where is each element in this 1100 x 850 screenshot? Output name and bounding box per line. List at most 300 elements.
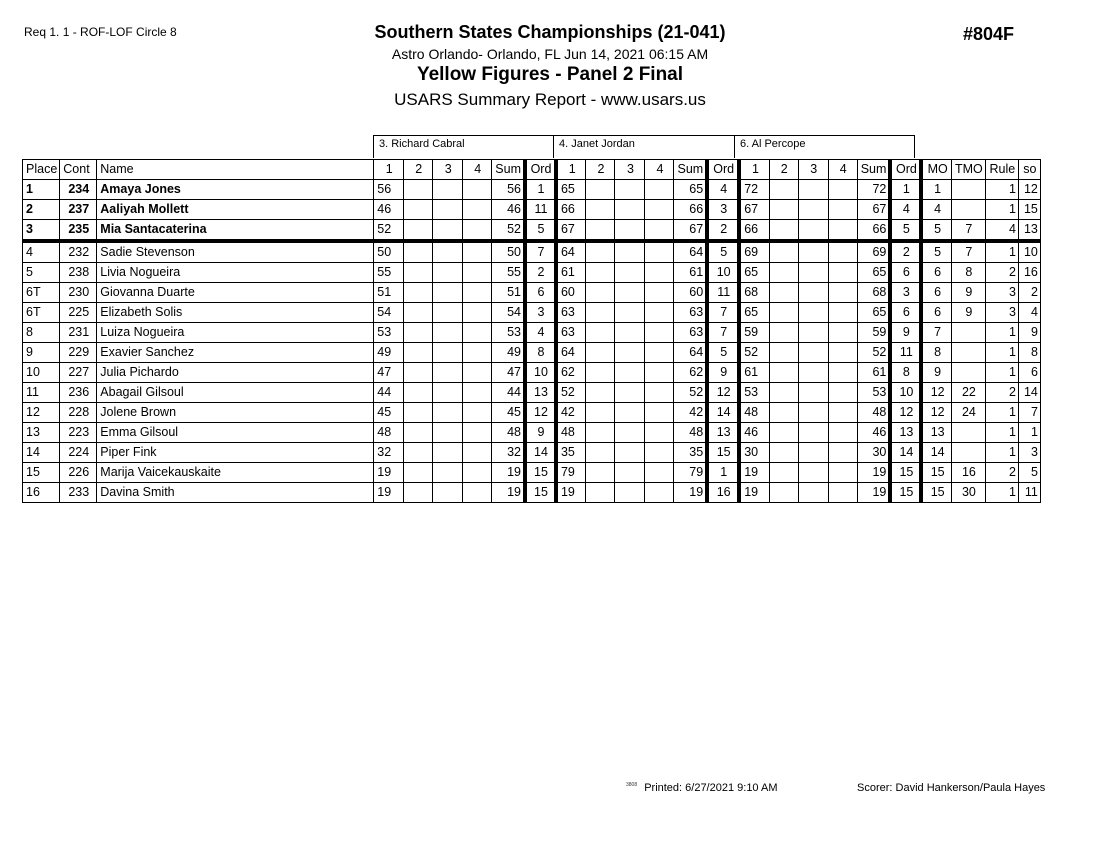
tmo-cell: 9 — [951, 303, 985, 323]
ordinal-cell: 6 — [525, 283, 556, 303]
score-3-cell — [615, 483, 645, 503]
mo-cell: 12 — [921, 383, 951, 403]
ordinal-cell: 10 — [707, 263, 739, 283]
score-3-cell — [433, 483, 463, 503]
mo-cell: 5 — [921, 241, 951, 263]
sum-cell: 67 — [674, 220, 707, 242]
sum-cell: 47 — [492, 363, 525, 383]
ordinal-cell: 2 — [707, 220, 739, 242]
so-cell: 10 — [1018, 241, 1040, 263]
score-2-cell — [404, 483, 433, 503]
score-1-cell: 67 — [739, 200, 769, 220]
score-4-cell — [463, 283, 492, 303]
score-2-cell — [769, 263, 798, 283]
sum-cell: 50 — [492, 241, 525, 263]
score-4-cell — [463, 200, 492, 220]
sum-cell: 79 — [674, 463, 707, 483]
score-3-cell — [433, 343, 463, 363]
scorer-info: Scorer: David Hankerson/Paula Hayes — [857, 782, 1046, 794]
score-4-cell — [463, 463, 492, 483]
sum-cell: 62 — [674, 363, 707, 383]
place-cell: 12 — [23, 403, 60, 423]
score-4-cell — [645, 483, 674, 503]
tmo-cell: 7 — [951, 220, 985, 242]
sum-cell: 63 — [674, 303, 707, 323]
score-3-cell — [798, 263, 828, 283]
sum-cell: 48 — [492, 423, 525, 443]
score-1-cell: 53 — [374, 323, 404, 343]
place-cell: 5 — [23, 263, 60, 283]
name-cell: Aaliyah Mollett — [97, 200, 374, 220]
mo-cell: 13 — [921, 423, 951, 443]
mo-cell: 6 — [921, 283, 951, 303]
sum-cell: 52 — [674, 383, 707, 403]
ordinal-cell: 10 — [525, 363, 556, 383]
score-1-cell: 19 — [739, 483, 769, 503]
sum-cell: 52 — [492, 220, 525, 242]
score-3-cell — [798, 220, 828, 242]
sum-cell: 61 — [674, 263, 707, 283]
printed-timestamp: Printed: 6/27/2021 9:10 AM — [644, 782, 778, 794]
sum-cell: 19 — [674, 483, 707, 503]
ordinal-cell: 13 — [890, 423, 921, 443]
score-1-cell: 56 — [374, 180, 404, 200]
place-cell: 6T — [23, 283, 60, 303]
judge-header-2: 4. Janet Jordan — [553, 135, 735, 158]
score-4-cell — [645, 423, 674, 443]
score-4-cell — [645, 403, 674, 423]
ordinal-cell: 9 — [890, 323, 921, 343]
ordinal-cell: 9 — [525, 423, 556, 443]
sum-cell: 61 — [857, 363, 890, 383]
ordinal-cell: 14 — [525, 443, 556, 463]
score-3-cell — [433, 323, 463, 343]
score-2-cell — [769, 323, 798, 343]
score-4-cell — [645, 363, 674, 383]
ordinal-cell: 4 — [707, 180, 739, 200]
score-2-cell — [404, 403, 433, 423]
so-cell: 4 — [1018, 303, 1040, 323]
sum-cell: 30 — [857, 443, 890, 463]
mo-cell: 15 — [921, 463, 951, 483]
score-1-cell: 48 — [739, 403, 769, 423]
ordinal-cell: 3 — [707, 200, 739, 220]
ordinal-cell: 9 — [707, 363, 739, 383]
score-2-cell — [586, 180, 615, 200]
score-1-cell: 52 — [374, 220, 404, 242]
score-2-cell — [586, 403, 615, 423]
rule-cell: 3 — [985, 283, 1018, 303]
tmo-cell — [951, 200, 985, 220]
score-2-cell — [769, 443, 798, 463]
score-4-cell — [463, 303, 492, 323]
table-row — [23, 443, 1041, 463]
place-cell: 3 — [23, 220, 60, 242]
event-name: Yellow Figures - Panel 2 Final — [416, 64, 684, 85]
tmo-cell: 8 — [951, 263, 985, 283]
rule-cell: 3 — [985, 303, 1018, 323]
place-cell: 11 — [23, 383, 60, 403]
score-4-cell — [645, 383, 674, 403]
score-2-cell — [769, 383, 798, 403]
score-1-cell: 54 — [374, 303, 404, 323]
score-1-cell: 30 — [739, 443, 769, 463]
col-j1-ord: Ord — [525, 160, 556, 180]
mo-cell: 6 — [921, 303, 951, 323]
score-3-cell — [798, 200, 828, 220]
ordinal-cell: 12 — [707, 383, 739, 403]
name-cell: Piper Fink — [97, 443, 374, 463]
score-3-cell — [798, 343, 828, 363]
score-3-cell — [433, 241, 463, 263]
col-so: so — [1018, 160, 1040, 180]
ordinal-cell: 1 — [707, 463, 739, 483]
score-4-cell — [463, 323, 492, 343]
event-number: #804F — [963, 24, 1015, 44]
table-row — [23, 180, 1041, 200]
ordinal-cell: 11 — [525, 200, 556, 220]
cont-cell: 235 — [60, 220, 97, 242]
score-3-cell — [798, 180, 828, 200]
col-name: Name — [97, 160, 374, 180]
sum-cell: 53 — [857, 383, 890, 403]
score-4-cell — [645, 283, 674, 303]
so-cell: 12 — [1018, 180, 1040, 200]
ordinal-cell: 3 — [525, 303, 556, 323]
score-2-cell — [404, 263, 433, 283]
score-3-cell — [798, 443, 828, 463]
ordinal-cell: 4 — [525, 323, 556, 343]
sum-cell: 46 — [857, 423, 890, 443]
score-1-cell: 66 — [556, 200, 586, 220]
col-j2-sum: Sum — [674, 160, 707, 180]
ordinal-cell: 7 — [707, 303, 739, 323]
score-2-cell — [769, 241, 798, 263]
mo-cell: 6 — [921, 263, 951, 283]
ordinal-cell: 8 — [525, 343, 556, 363]
sum-cell: 48 — [857, 403, 890, 423]
print-code: 3808 — [626, 782, 638, 788]
score-4-cell — [828, 283, 857, 303]
name-cell: Giovanna Duarte — [97, 283, 374, 303]
score-2-cell — [769, 363, 798, 383]
score-2-cell — [586, 241, 615, 263]
so-cell: 3 — [1018, 443, 1040, 463]
place-cell: 2 — [23, 200, 60, 220]
score-1-cell: 46 — [374, 200, 404, 220]
ordinal-cell: 4 — [890, 200, 921, 220]
rule-cell: 1 — [985, 180, 1018, 200]
score-3-cell — [433, 180, 463, 200]
score-4-cell — [828, 220, 857, 242]
score-3-cell — [433, 383, 463, 403]
sum-cell: 45 — [492, 403, 525, 423]
ordinal-cell: 1 — [525, 180, 556, 200]
table-row — [23, 343, 1041, 363]
score-2-cell — [586, 483, 615, 503]
score-3-cell — [615, 463, 645, 483]
request-label: Req 1. 1 - ROF-LOF Circle 8 — [24, 25, 177, 39]
score-4-cell — [463, 383, 492, 403]
score-3-cell — [615, 323, 645, 343]
score-2-cell — [769, 483, 798, 503]
score-4-cell — [645, 443, 674, 463]
score-3-cell — [798, 383, 828, 403]
rule-cell: 1 — [985, 200, 1018, 220]
sum-cell: 19 — [492, 463, 525, 483]
tmo-cell: 7 — [951, 241, 985, 263]
ordinal-cell: 14 — [707, 403, 739, 423]
cont-cell: 237 — [60, 200, 97, 220]
tmo-cell — [951, 343, 985, 363]
place-cell: 14 — [23, 443, 60, 463]
score-2-cell — [586, 220, 615, 242]
score-2-cell — [586, 423, 615, 443]
score-1-cell: 61 — [556, 263, 586, 283]
sum-cell: 60 — [674, 283, 707, 303]
ordinal-cell: 12 — [525, 403, 556, 423]
ordinal-cell: 15 — [525, 483, 556, 503]
col-cont: Cont — [60, 160, 97, 180]
mo-cell: 7 — [921, 323, 951, 343]
tmo-cell: 30 — [951, 483, 985, 503]
score-1-cell: 60 — [556, 283, 586, 303]
tmo-cell — [951, 423, 985, 443]
score-2-cell — [769, 303, 798, 323]
score-2-cell — [404, 343, 433, 363]
sum-cell: 49 — [492, 343, 525, 363]
score-2-cell — [769, 423, 798, 443]
score-4-cell — [828, 303, 857, 323]
cont-cell: 234 — [60, 180, 97, 200]
table-row — [23, 303, 1041, 323]
score-3-cell — [615, 220, 645, 242]
table-row — [23, 283, 1041, 303]
score-4-cell — [828, 343, 857, 363]
mo-cell: 14 — [921, 443, 951, 463]
score-2-cell — [404, 463, 433, 483]
score-3-cell — [433, 220, 463, 242]
score-3-cell — [798, 323, 828, 343]
score-3-cell — [433, 363, 463, 383]
score-1-cell: 52 — [739, 343, 769, 363]
name-cell: Mia Santacaterina — [97, 220, 374, 242]
table-row — [23, 463, 1041, 483]
venue-datetime: Astro Orlando- Orlando, FL Jun 14, 2021 06:15 AM — [391, 46, 709, 62]
score-1-cell: 63 — [556, 323, 586, 343]
score-2-cell — [769, 283, 798, 303]
rule-cell: 2 — [985, 463, 1018, 483]
score-1-cell: 19 — [374, 483, 404, 503]
score-3-cell — [615, 241, 645, 263]
place-cell: 8 — [23, 323, 60, 343]
sum-cell: 54 — [492, 303, 525, 323]
name-cell: Julia Pichardo — [97, 363, 374, 383]
rule-cell: 4 — [985, 220, 1018, 242]
sum-cell: 66 — [857, 220, 890, 242]
score-1-cell: 64 — [556, 241, 586, 263]
mo-cell: 12 — [921, 403, 951, 423]
name-cell: Emma Gilsoul — [97, 423, 374, 443]
score-4-cell — [828, 180, 857, 200]
score-2-cell — [404, 423, 433, 443]
score-4-cell — [463, 363, 492, 383]
score-1-cell: 53 — [739, 383, 769, 403]
sum-cell: 42 — [674, 403, 707, 423]
place-cell: 6T — [23, 303, 60, 323]
table-row — [23, 483, 1041, 503]
score-2-cell — [404, 220, 433, 242]
tmo-cell: 24 — [951, 403, 985, 423]
score-3-cell — [615, 403, 645, 423]
score-2-cell — [404, 200, 433, 220]
score-4-cell — [828, 383, 857, 403]
score-2-cell — [404, 180, 433, 200]
score-3-cell — [433, 303, 463, 323]
score-4-cell — [828, 483, 857, 503]
mo-cell: 5 — [921, 220, 951, 242]
score-3-cell — [615, 343, 645, 363]
col-j3-ord: Ord — [890, 160, 921, 180]
score-1-cell: 65 — [556, 180, 586, 200]
so-cell: 14 — [1018, 383, 1040, 403]
so-cell: 1 — [1018, 423, 1040, 443]
rule-cell: 1 — [985, 241, 1018, 263]
score-4-cell — [463, 443, 492, 463]
score-1-cell: 35 — [556, 443, 586, 463]
place-cell: 10 — [23, 363, 60, 383]
ordinal-cell: 5 — [890, 220, 921, 242]
score-1-cell: 19 — [374, 463, 404, 483]
score-3-cell — [798, 363, 828, 383]
tmo-cell — [951, 323, 985, 343]
sum-cell: 19 — [492, 483, 525, 503]
score-3-cell — [798, 283, 828, 303]
column-header-row — [23, 160, 1041, 180]
so-cell: 13 — [1018, 220, 1040, 242]
results-body — [23, 180, 1041, 503]
name-cell: Exavier Sanchez — [97, 343, 374, 363]
ordinal-cell: 15 — [890, 463, 921, 483]
col-mo: MO — [921, 160, 951, 180]
score-2-cell — [404, 443, 433, 463]
tmo-cell: 16 — [951, 463, 985, 483]
name-cell: Luiza Nogueira — [97, 323, 374, 343]
score-2-cell — [586, 200, 615, 220]
score-2-cell — [404, 241, 433, 263]
cont-cell: 223 — [60, 423, 97, 443]
col-j3-sum: Sum — [857, 160, 890, 180]
score-1-cell: 49 — [374, 343, 404, 363]
name-cell: Amaya Jones — [97, 180, 374, 200]
sum-cell: 65 — [857, 263, 890, 283]
table-row — [23, 200, 1041, 220]
judge-header-1: 3. Richard Cabral — [373, 135, 554, 158]
score-3-cell — [798, 303, 828, 323]
score-4-cell — [645, 463, 674, 483]
score-4-cell — [645, 241, 674, 263]
score-1-cell: 46 — [739, 423, 769, 443]
cont-cell: 226 — [60, 463, 97, 483]
ordinal-cell: 15 — [525, 463, 556, 483]
sum-cell: 53 — [492, 323, 525, 343]
tmo-cell — [951, 180, 985, 200]
sum-cell: 66 — [674, 200, 707, 220]
rule-cell: 1 — [985, 483, 1018, 503]
score-3-cell — [798, 423, 828, 443]
judge-header-3: 6. Al Percope — [734, 135, 915, 158]
ordinal-cell: 2 — [890, 241, 921, 263]
cont-cell: 236 — [60, 383, 97, 403]
score-1-cell: 79 — [556, 463, 586, 483]
score-4-cell — [463, 263, 492, 283]
name-cell: Jolene Brown — [97, 403, 374, 423]
score-4-cell — [828, 363, 857, 383]
score-1-cell: 65 — [739, 263, 769, 283]
ordinal-cell: 1 — [890, 180, 921, 200]
score-2-cell — [586, 263, 615, 283]
score-1-cell: 69 — [739, 241, 769, 263]
table-row — [23, 383, 1041, 403]
ordinal-cell: 7 — [525, 241, 556, 263]
score-1-cell: 45 — [374, 403, 404, 423]
so-cell: 2 — [1018, 283, 1040, 303]
score-3-cell — [798, 483, 828, 503]
score-4-cell — [645, 263, 674, 283]
score-3-cell — [433, 443, 463, 463]
sum-cell: 55 — [492, 263, 525, 283]
score-1-cell: 61 — [739, 363, 769, 383]
so-cell: 16 — [1018, 263, 1040, 283]
cont-cell: 225 — [60, 303, 97, 323]
rule-cell: 1 — [985, 323, 1018, 343]
score-2-cell — [769, 403, 798, 423]
sum-cell: 48 — [674, 423, 707, 443]
score-2-cell — [586, 283, 615, 303]
col-j2-ord: Ord — [707, 160, 739, 180]
name-cell: Elizabeth Solis — [97, 303, 374, 323]
score-4-cell — [463, 483, 492, 503]
score-1-cell: 59 — [739, 323, 769, 343]
ordinal-cell: 6 — [890, 303, 921, 323]
event-title: Southern States Championships (21-041) — [374, 22, 726, 42]
ordinal-cell: 7 — [707, 323, 739, 343]
score-3-cell — [433, 200, 463, 220]
sum-cell: 35 — [674, 443, 707, 463]
mo-cell: 9 — [921, 363, 951, 383]
sum-cell: 65 — [857, 303, 890, 323]
tmo-cell: 9 — [951, 283, 985, 303]
score-1-cell: 44 — [374, 383, 404, 403]
score-4-cell — [463, 220, 492, 242]
score-2-cell — [404, 303, 433, 323]
so-cell: 15 — [1018, 200, 1040, 220]
score-1-cell: 50 — [374, 241, 404, 263]
col-j2-2: 2 — [586, 160, 615, 180]
cont-cell: 233 — [60, 483, 97, 503]
score-3-cell — [433, 423, 463, 443]
col-tmo: TMO — [951, 160, 985, 180]
score-3-cell — [615, 263, 645, 283]
cont-cell: 231 — [60, 323, 97, 343]
cont-cell: 229 — [60, 343, 97, 363]
ordinal-cell: 13 — [707, 423, 739, 443]
ordinal-cell: 12 — [890, 403, 921, 423]
score-2-cell — [769, 463, 798, 483]
tmo-cell: 22 — [951, 383, 985, 403]
col-j1-3: 3 — [433, 160, 463, 180]
cont-cell: 232 — [60, 241, 97, 263]
